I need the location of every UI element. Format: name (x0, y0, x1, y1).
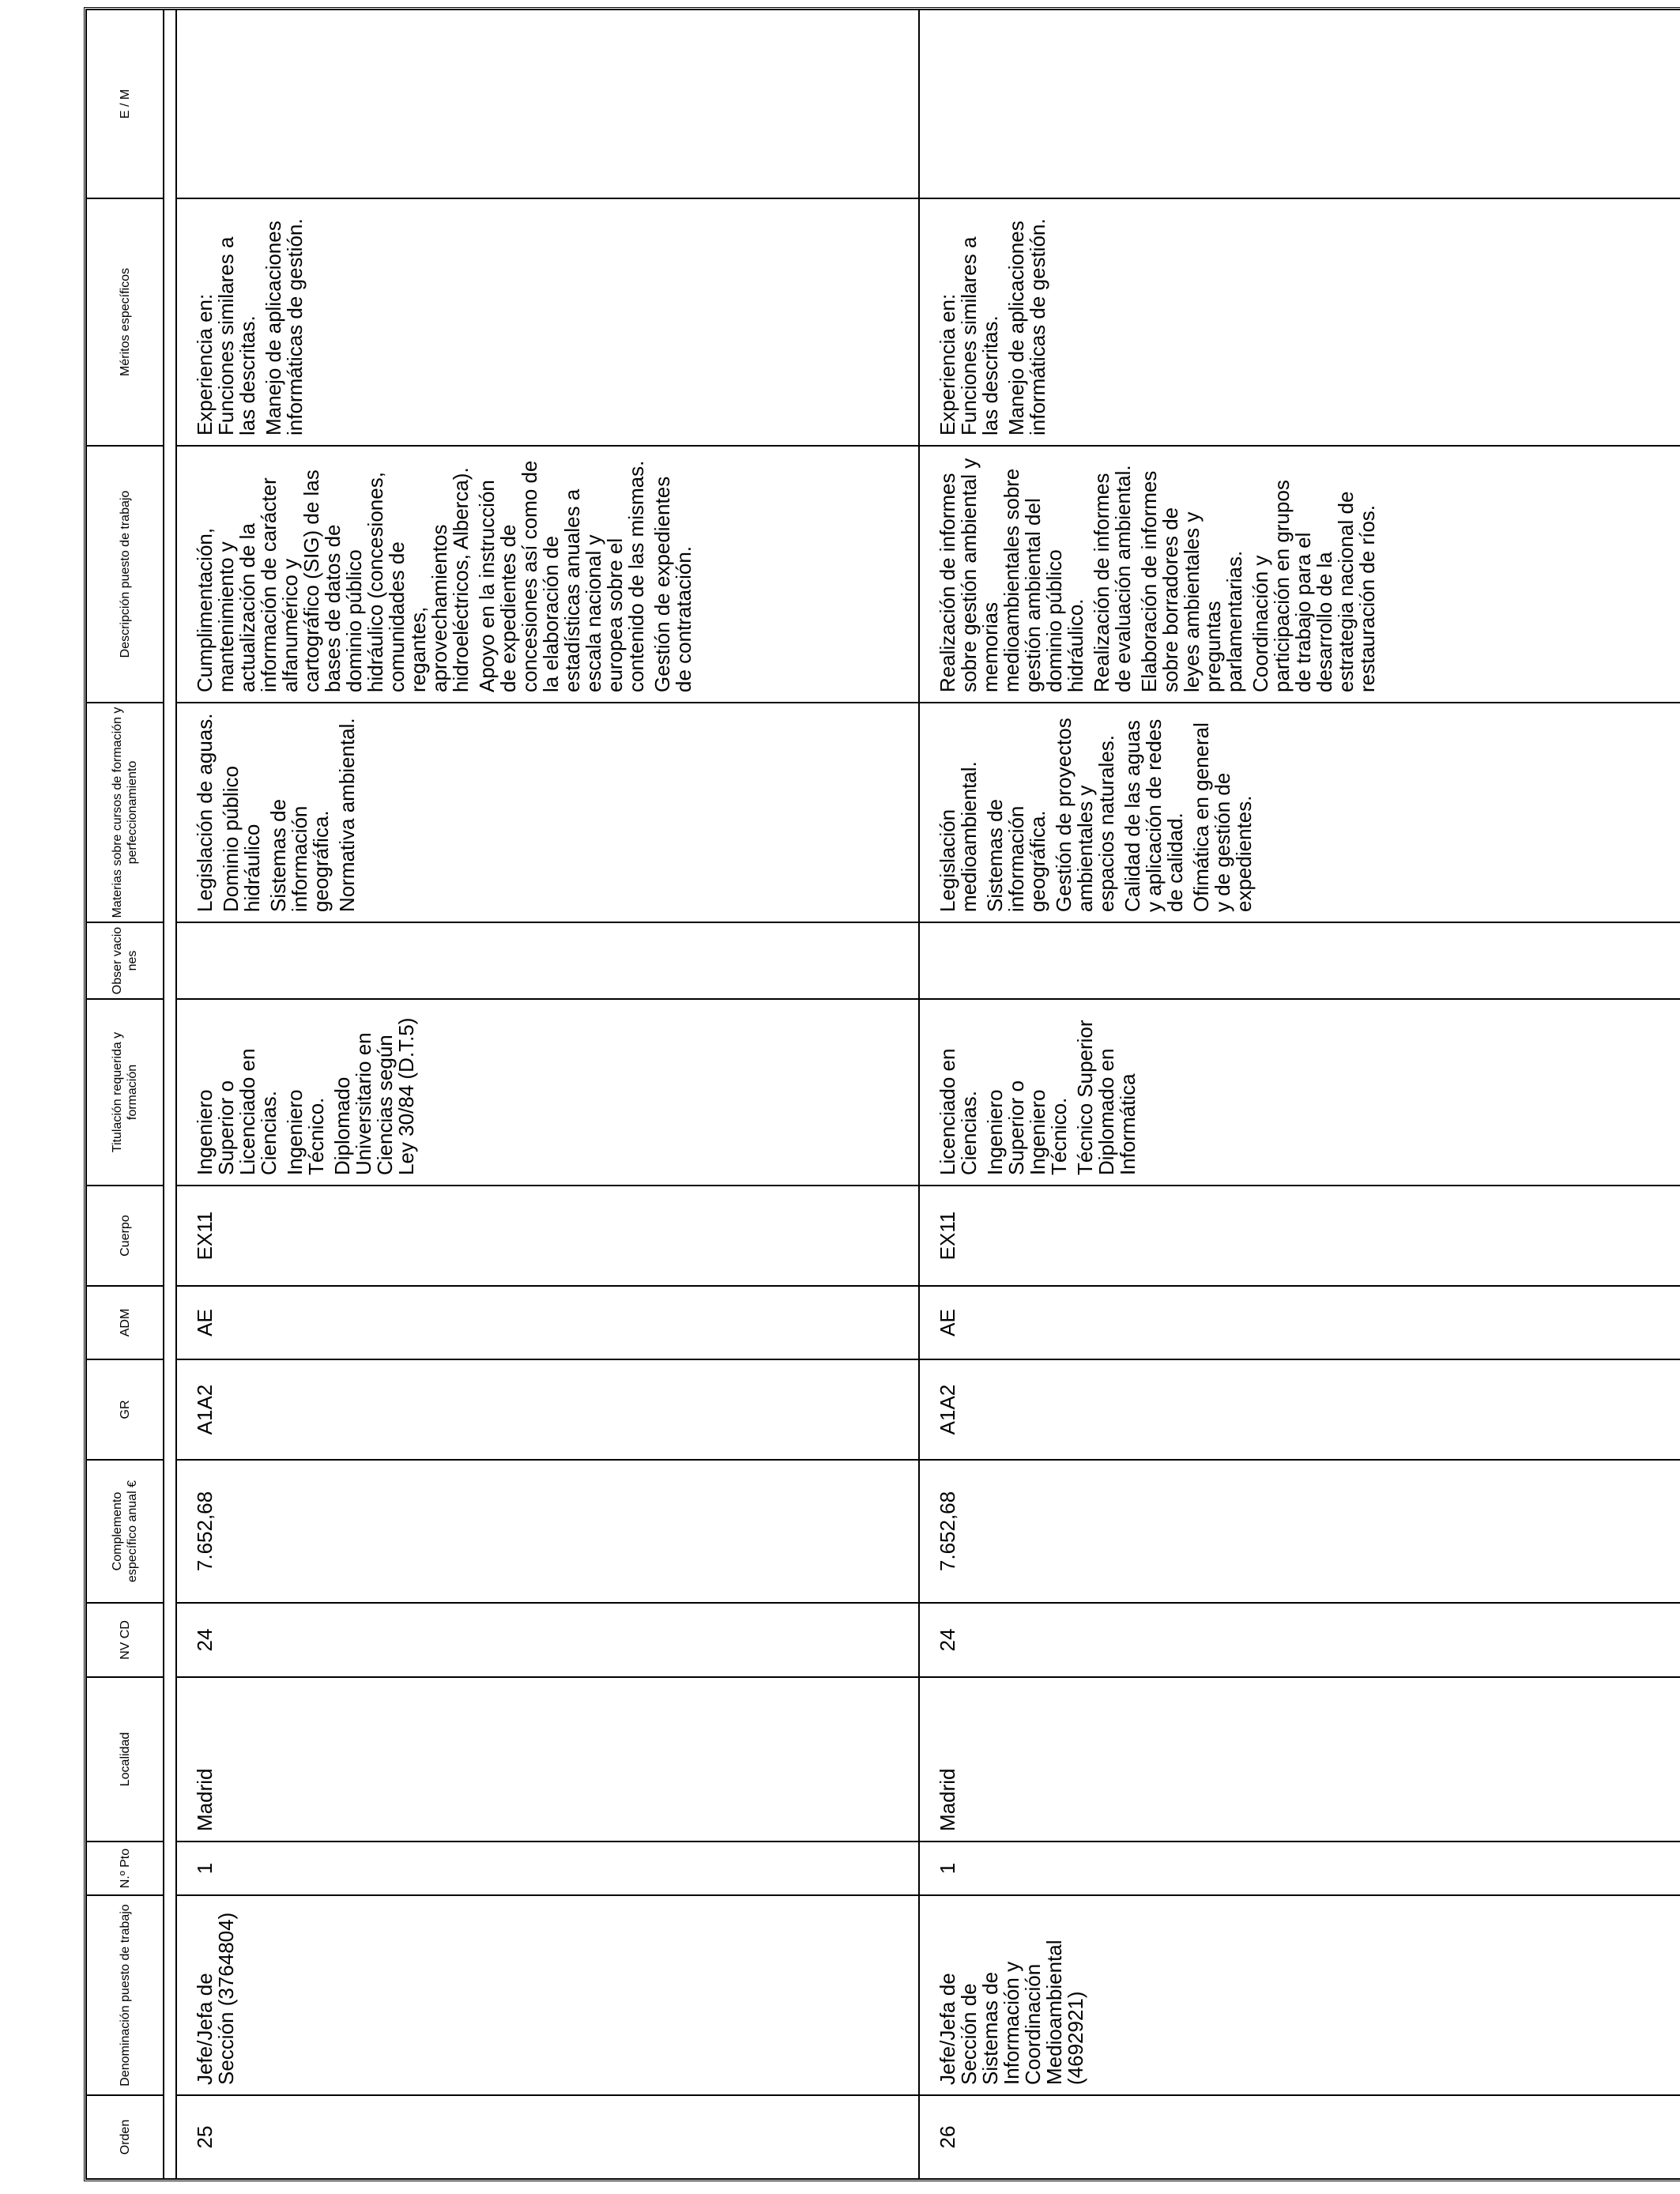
materia-item: Normativa ambiental. (335, 718, 359, 912)
merito-item: Experiencia en: (193, 293, 217, 435)
titulacion-item: Ingeniero Superior o Licenciado en Ciencias. (193, 1048, 281, 1175)
merito-item: Experiencia en: (936, 293, 959, 435)
merito-item: Manejo de aplicaciones informáticas de gestión. (262, 218, 307, 435)
cell-denominacion: Jefe/Jefa de Sección (3764804) (176, 1895, 919, 2095)
descripcion-item: Coordinación y participación en grupos de trabajo para el desarrollo de la estrategia nacional de restauración de ríos. (1249, 480, 1379, 692)
materia-item: Calidad de las aguas y aplicación de redes de calidad. (1121, 718, 1187, 912)
col-adm: ADM (86, 1286, 164, 1359)
header-spacer-cell (164, 9, 176, 2179)
merito-item: Funciones similares a las descritas. (957, 236, 1002, 435)
col-meritos: Méritos específicos (86, 198, 164, 446)
materia-item: Sistemas de información geográfica. (983, 798, 1049, 912)
descripcion-item: Realización de informes de evaluación ambiental. (1090, 465, 1135, 692)
cell-descripcion (919, 446, 1680, 703)
cell-nv-cd: 24 (176, 1603, 919, 1677)
col-complemento: Complemento específico anual € (86, 1460, 164, 1603)
descripcion-item: Gestión de expedientes de contratación. (650, 476, 695, 692)
titulacion-item: Diplomado Universitario en Ciencias según Ley 30/84 (D.T.5) (330, 1017, 418, 1175)
col-orden: Orden (86, 2095, 164, 2179)
cell-localidad: Madrid (919, 1677, 1680, 1842)
merito-item: Funciones similares a las descritas. (214, 236, 259, 435)
cell-cuerpo: EX11 (919, 1186, 1680, 1286)
materia-item: Sistemas de información geográfica. (266, 798, 333, 912)
cell-titulacion (919, 999, 1680, 1186)
cell-complemento: 7.652,68 (176, 1460, 919, 1603)
header-spacer-row (164, 9, 176, 2179)
col-cuerpo: Cuerpo (86, 1186, 164, 1286)
materia-item: Legislación de aguas. (193, 713, 217, 912)
cell-observaciones (176, 922, 919, 999)
col-descripcion: Descripción puesto de trabajo (86, 446, 164, 703)
titulacion-item: Técnico Superior Diplomado en Informática (1073, 1020, 1139, 1175)
cell-materias (919, 703, 1680, 922)
cell-adm: AE (176, 1286, 919, 1359)
cell-orden: 26 (919, 2095, 1680, 2179)
descripcion-item: Cumplimentación, mantenimiento y actualización de la información de carácter alfanumérico y cartográfico (SIG) de las bases de datos de dominio público hidráulico (concesiones, comunidades de regantes, aprovechamientos hidroeléctricos, Alberca). (193, 467, 473, 692)
titulacion-item: Licenciado en Ciencias. (936, 1048, 981, 1175)
col-materias: Materias sobre cursos de formación y perfeccionamiento (86, 703, 164, 922)
cell-gr: A1A2 (176, 1359, 919, 1460)
job-positions-table (84, 7, 1680, 2181)
table-row (176, 9, 919, 2179)
col-titulacion: Titulación requerida y formación (86, 999, 164, 1186)
col-gr: GR (86, 1359, 164, 1460)
cell-titulacion (176, 999, 919, 1186)
cell-cuerpo: EX11 (176, 1186, 919, 1286)
table-row (919, 9, 1680, 2179)
col-denominacion: Denominación puesto de trabajo (86, 1895, 164, 2095)
titulacion-item: Ingeniero Técnico. (283, 1089, 328, 1175)
descripcion-item: Apoyo en la instrucción de expedientes de concesiones así como de la elaboración de estadísticas anuales a escala nacional y europea sobre el contenido de las mismas. (475, 460, 648, 692)
cell-meritos (176, 198, 919, 446)
col-localidad: Localidad (86, 1677, 164, 1842)
cell-localidad: Madrid (176, 1677, 919, 1842)
col-observaciones: Obser vacio nes (86, 922, 164, 999)
cell-num-pto: 1 (919, 1842, 1680, 1895)
descripcion-item: Realización de informes sobre gestión ambiental y memorias medioambientales sobre gestión ambiental del dominio público hidráulico. (936, 458, 1087, 692)
col-em: E / M (86, 9, 164, 198)
materia-item: Gestión de proyectos ambientales y espacios naturales. (1052, 718, 1118, 912)
cell-materias (176, 703, 919, 922)
col-num-pto: N.º Pto (86, 1842, 164, 1895)
cell-complemento: 7.652,68 (919, 1460, 1680, 1603)
merito-item: Manejo de aplicaciones informáticas de gestión. (1004, 218, 1049, 435)
cell-descripcion (176, 446, 919, 703)
cell-gr: A1A2 (919, 1359, 1680, 1460)
cell-orden: 25 (176, 2095, 919, 2179)
cell-denominacion: Jefe/Jefa de Sección de Sistemas de Información y Coordinación Medioambiental (4692921) (919, 1895, 1680, 2095)
col-nv-cd: NV CD (86, 1603, 164, 1677)
cell-adm: AE (919, 1286, 1680, 1359)
cell-observaciones (919, 922, 1680, 999)
header-row (86, 9, 164, 2179)
descripcion-item: Elaboración de informes sobre borradores de leyes ambientales y preguntas parlamentarias. (1137, 470, 1246, 692)
materia-item: Ofimática en general y de gestión de expedientes. (1189, 722, 1256, 912)
cell-num-pto: 1 (176, 1842, 919, 1895)
cell-em (176, 9, 919, 198)
cell-meritos (919, 198, 1680, 446)
cell-nv-cd: 24 (919, 1603, 1680, 1677)
cell-em (919, 9, 1680, 198)
materia-item: Dominio público hidráulico (219, 766, 264, 912)
materia-item: Legislación medioambiental. (936, 761, 981, 912)
titulacion-item: Ingeniero Superior o Ingeniero Técnico. (983, 1080, 1071, 1175)
